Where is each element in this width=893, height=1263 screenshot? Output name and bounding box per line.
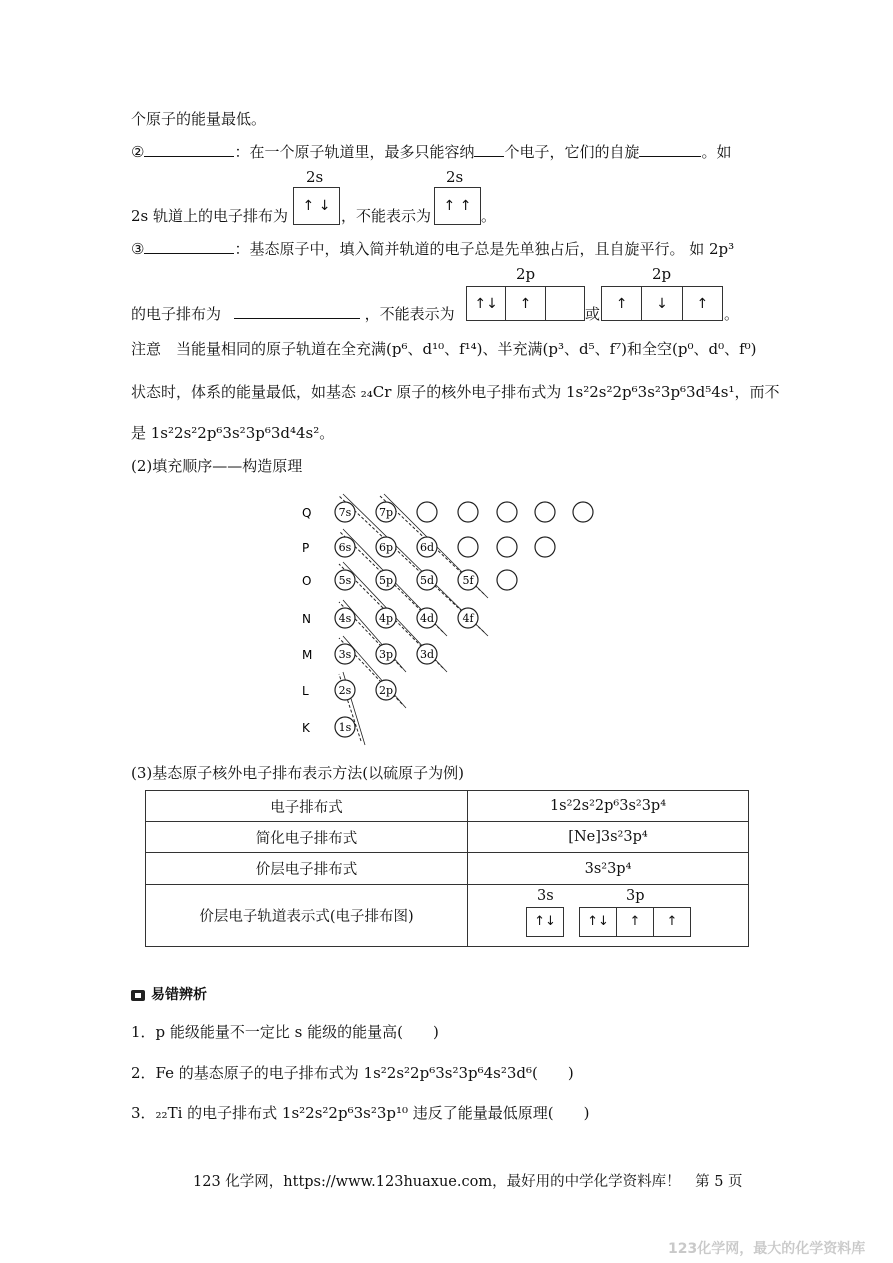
orbital-label: 4d [419, 612, 435, 625]
orbital-2s-correct [293, 187, 340, 225]
orbital-label: 7s [338, 506, 352, 519]
orbital-2s-wrong [434, 187, 481, 225]
page-footer: 123 化学网，https://www.123huaxue.com，最好用的中学化学资料库！ 第 5 页 [193, 1174, 743, 1190]
blank-2[interactable] [474, 141, 504, 157]
rule-2-line [131, 141, 732, 162]
orbital-label-3s: 3s [537, 887, 554, 904]
rule-2-text-c: 。如 [701, 143, 732, 161]
note-line-2: 状态时，体系的能量最低，如基态 ₂₄Cr 原子的核外电子排布式为 1s²2s²2p⁶3s²3p⁶3d⁵4s¹，而不 [131, 383, 780, 401]
orbital-cell: ↑ [617, 908, 654, 936]
mistakes-title: 易错辨析 [151, 987, 207, 1003]
rule-3-end: 。 [724, 305, 740, 323]
orbital-label-2s-a: 2s [306, 168, 324, 186]
orbital-label: 4s [338, 612, 352, 625]
watermark: 123化学网，最大的化学资料库 [668, 1241, 866, 1257]
shell-label: M [302, 648, 313, 662]
orbital-label-2p-b: 2p [652, 265, 672, 283]
rule-2-number: ② [131, 143, 145, 161]
orbital-label: 4f [462, 612, 474, 625]
orbital-label: 5p [378, 574, 394, 587]
rule-3-line-2 [131, 303, 455, 324]
orbital-label: 3p [378, 648, 394, 661]
sulfur-orbital-diagram [468, 886, 748, 946]
shell-label: O [302, 574, 312, 588]
table-cell-orbital [468, 885, 749, 947]
orbital-cell: ↑ [696, 295, 709, 312]
orbital-label-2p-a: 2p [516, 265, 536, 283]
orbital-circle [497, 570, 517, 590]
table-row [146, 885, 749, 947]
rule-2-line-2c: 。 [481, 207, 497, 225]
orbital-label: 4p [378, 612, 394, 625]
orbital-label: 5d [419, 574, 435, 587]
orbital-label-2s-b: 2s [446, 168, 464, 186]
orbital-cell: ↓ [642, 287, 682, 320]
rule-3-or: 或 [585, 305, 601, 323]
rule-2-line-2b: ，不能表示为 [341, 207, 432, 225]
shell-label: P [302, 541, 310, 555]
orbital-circle [573, 502, 593, 522]
text-line-1: 个原子的能量最低。 [131, 110, 267, 128]
orbital-label: 6d [419, 541, 435, 554]
shell-label: K [302, 721, 310, 735]
note-line-1: 注意 当能量相同的原子轨道在全充满(p⁶、d¹⁰、f¹⁴)、半充满(p³、d⁵、f⁷)和全空(p⁰、d⁰、f⁰) [131, 340, 757, 358]
orbital-label: 2s [338, 684, 352, 697]
table-cell-value: [Ne]3s²3p⁴ [468, 822, 749, 853]
orbital-cell: ↑ [602, 287, 642, 320]
orbital-cell: ↑ ↑ [443, 198, 472, 214]
mistake-item: 1．p 能级能量不一定比 s 能级的能量高( ) [131, 1023, 439, 1041]
orbital-2p-wrong-2 [601, 286, 723, 321]
orbital-label: 1s [338, 721, 352, 734]
table-cell-label: 简化电子排布式 [146, 822, 468, 853]
rule-3-text-b: 的电子排布为 [131, 305, 222, 323]
orbital-circle [458, 537, 478, 557]
shell-label: N [302, 612, 311, 626]
rule-2-text-a: ：在一个原子轨道里，最多只能容纳 [234, 143, 475, 161]
section-2-title: (2)填充顺序——构造原理 [131, 457, 303, 475]
orbital-label: 5f [462, 574, 474, 587]
orbital-label: 6s [338, 541, 352, 554]
mistake-item: 2．Fe 的基态原子的电子排布式为 1s²2s²2p⁶3s²3p⁶4s²3d⁶( ) [131, 1064, 574, 1082]
blank-1[interactable] [144, 141, 234, 157]
rule-3-text-c: ，不能表示为 [364, 305, 455, 323]
orbital-3p-box [579, 907, 691, 937]
shell-label: L [302, 684, 309, 698]
table-cell-value: 1s²2s²2p⁶3s²3p⁴ [468, 791, 749, 822]
table-cell-label: 价层电子排布式 [146, 853, 468, 885]
orbital-label: 6p [378, 541, 394, 554]
orbital-circle [535, 502, 555, 522]
orbital-circle [417, 502, 437, 522]
table-row [146, 822, 749, 853]
configuration-table [145, 790, 749, 947]
rule-3-text-a: ：基态原子中，填入简并轨道的电子总是先单独占后，且自旋平行。 如 2p³ [234, 240, 735, 258]
rule-2-text-b: 个电子，它们的自旋 [504, 143, 640, 161]
orbital-cell: ↑ [506, 287, 545, 320]
blank-3[interactable] [639, 141, 701, 157]
note-line-3: 是 1s²2s²2p⁶3s²3p⁶3d⁴4s²。 [131, 424, 335, 442]
orbital-circle [497, 502, 517, 522]
orbital-label: 2p [378, 684, 394, 697]
orbital-cell: ↑ ↓ [302, 198, 331, 214]
orbital-label: 3s [338, 648, 352, 661]
orbital-circle [458, 502, 478, 522]
table-row [146, 791, 749, 822]
section-tag-icon [131, 990, 145, 1001]
orbital-label: 5s [338, 574, 352, 587]
orbital-cell: ↑ [666, 914, 678, 929]
orbital-circle [497, 537, 517, 557]
rule-3-line [131, 238, 734, 259]
table-cell-value: 3s²3p⁴ [468, 853, 749, 885]
aufbau-diagram [290, 490, 610, 755]
rule-3-number: ③ [131, 240, 145, 258]
orbital-cell: ↑↓ [467, 287, 506, 320]
mistakes-heading [131, 984, 207, 1004]
table-cell-label: 电子排布式 [146, 791, 468, 822]
orbital-3s-box: ↑↓ [526, 907, 564, 937]
orbital-cell: ↑↓ [580, 908, 617, 936]
orbital-circle [535, 537, 555, 557]
section-3-title: (3)基态原子核外电子排布表示方法(以硫原子为例) [131, 764, 464, 782]
table-cell-label: 价层电子轨道表示式(电子排布图) [146, 885, 468, 947]
blank-4[interactable] [144, 238, 234, 254]
shell-label: Q [302, 506, 312, 520]
mistake-item: 3．₂₂Ti 的电子排布式 1s²2s²2p⁶3s²3p¹⁰ 违反了能量最低原理( ) [131, 1104, 590, 1122]
rule-2-line-2a: 2s 轨道上的电子排布为 [131, 207, 289, 225]
table-row [146, 853, 749, 885]
orbital-cell [546, 287, 584, 320]
orbital-label: 7p [378, 506, 394, 519]
orbital-2p-wrong-1 [466, 286, 585, 321]
orbital-label-3p: 3p [626, 887, 645, 904]
orbital-label: 3d [419, 648, 435, 661]
blank-5[interactable] [234, 303, 360, 319]
